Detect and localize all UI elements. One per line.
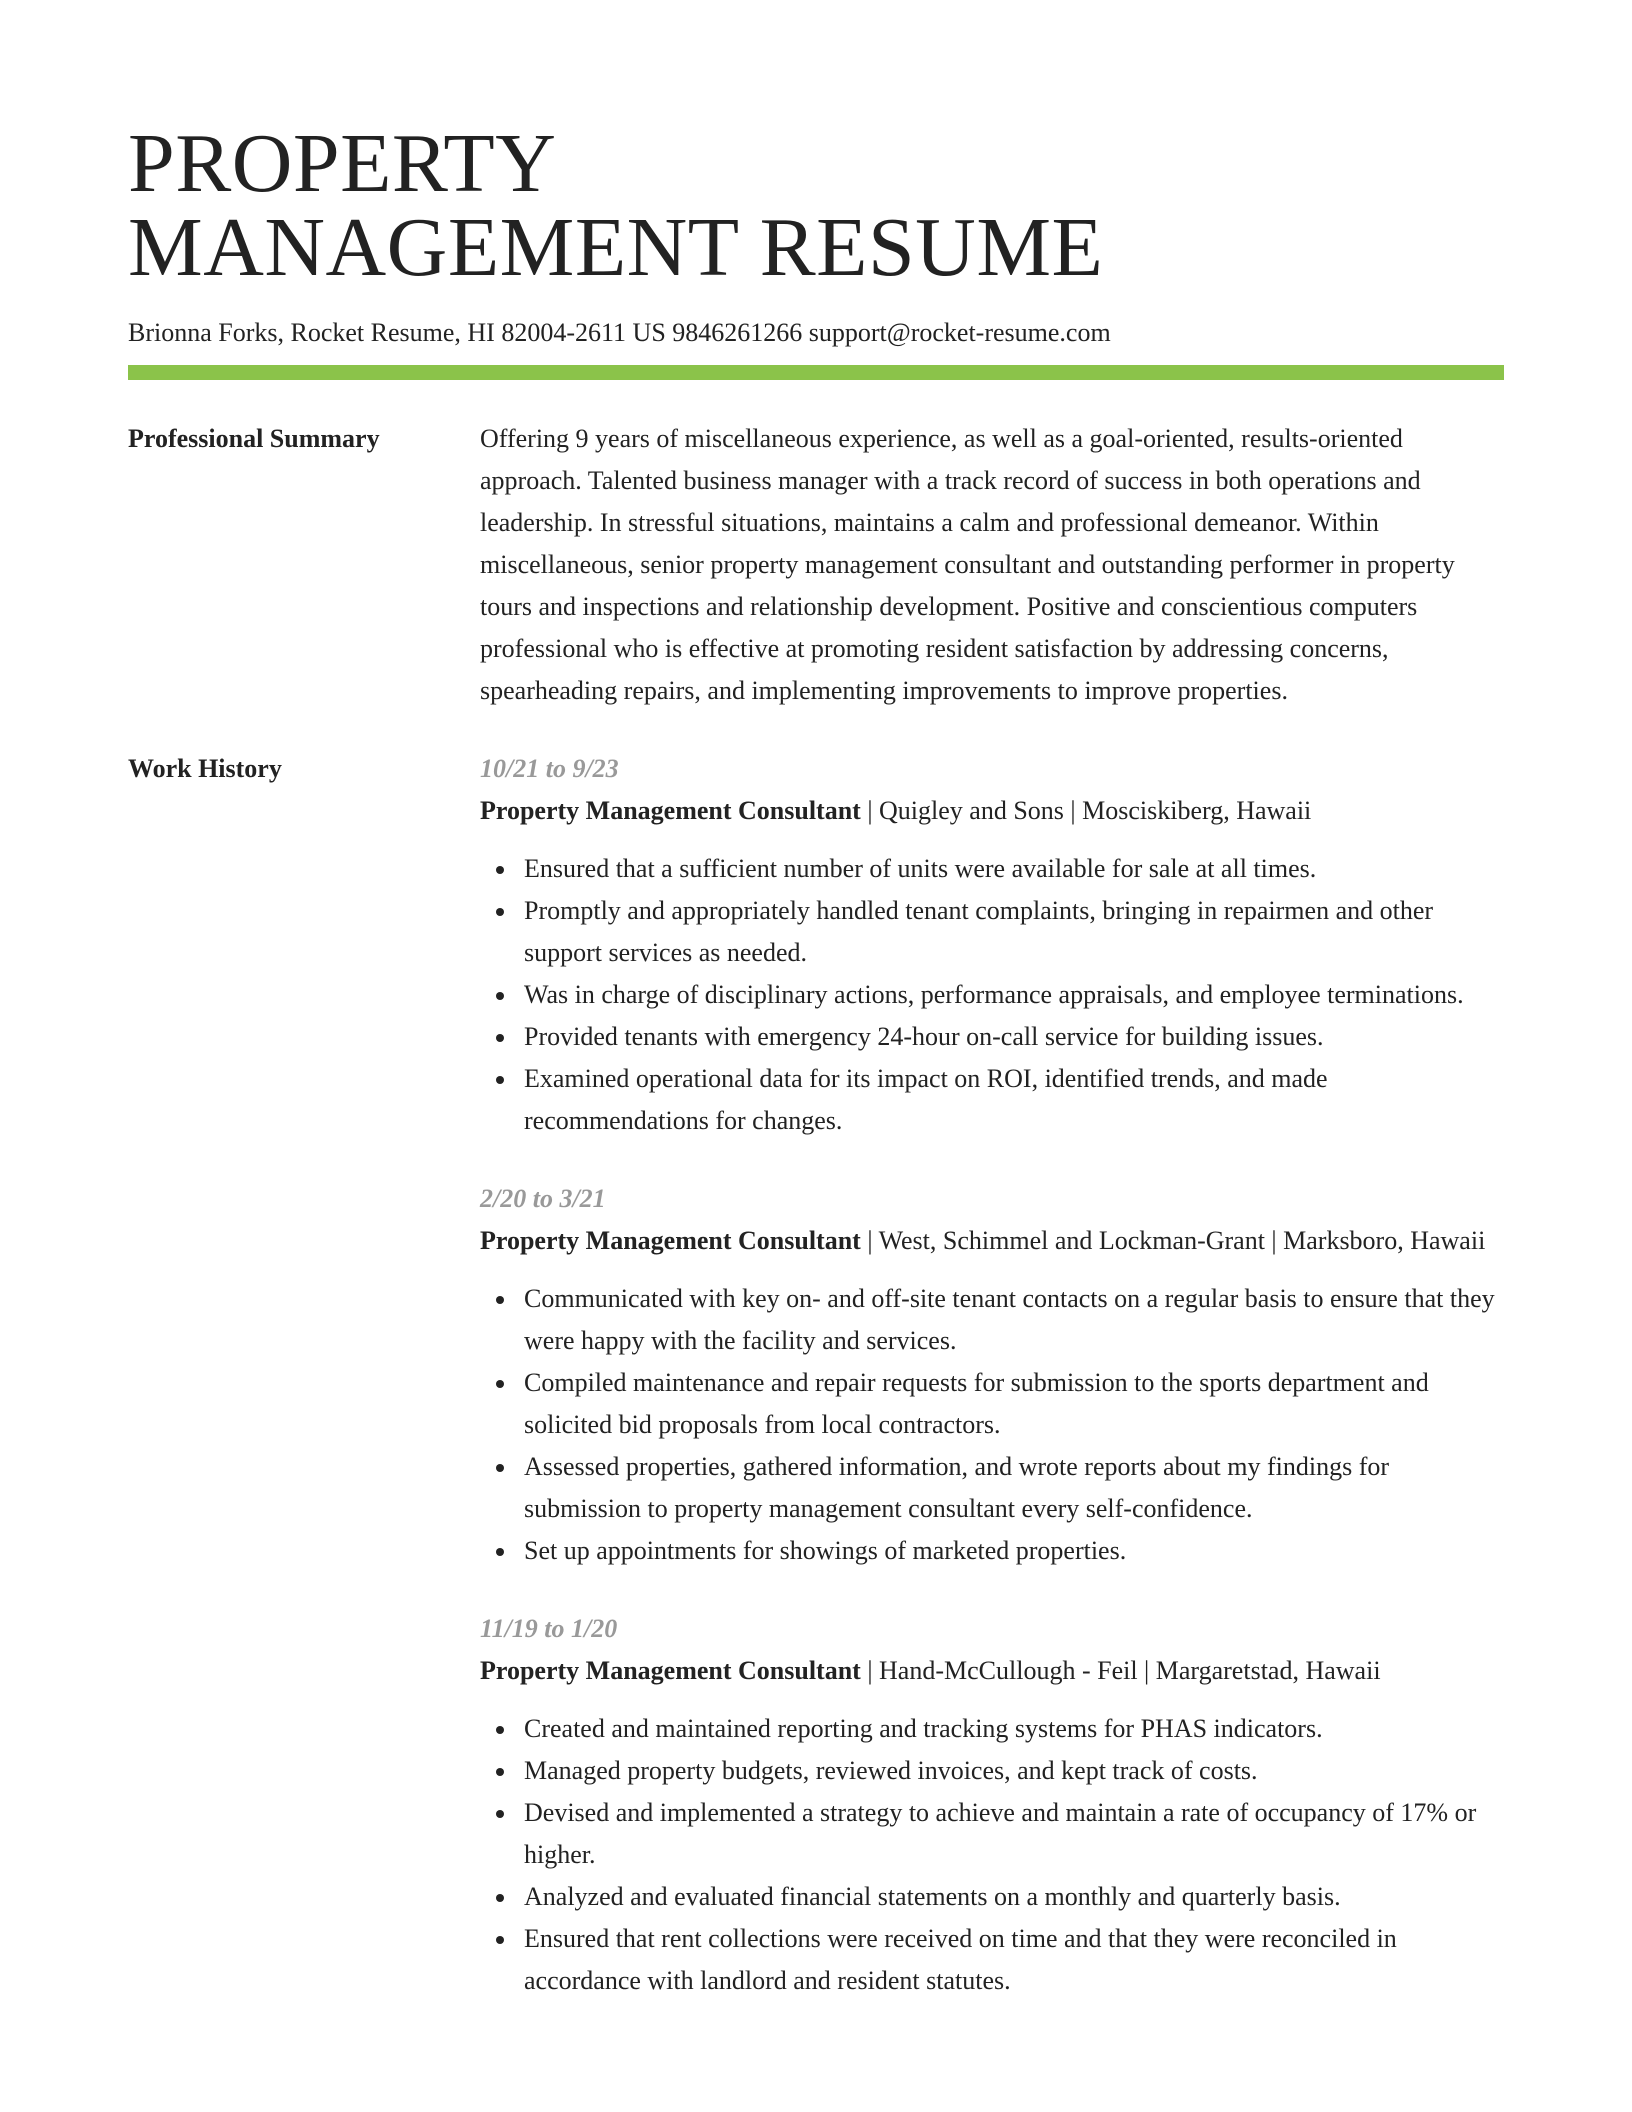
job-dates: 11/19 to 1/20 <box>480 1614 618 1643</box>
list-item: Communicated with key on- and off-site tenant contacts on a regular basis to ensure that they were happy with the facility and services. <box>524 1278 1504 1362</box>
list-item: Set up appointments for showings of marketed properties. <box>524 1530 1504 1572</box>
list-item: Ensured that a sufficient number of units were available for sale at all times. <box>524 848 1504 890</box>
list-item: Examined operational data for its impact on ROI, identified trends, and made recommendations for changes. <box>524 1058 1504 1142</box>
job-bullets <box>480 848 1504 1142</box>
contact-info: Brionna Forks, Rocket Resume, HI 82004-2611 US 9846261266 support@rocket-resume.com <box>128 318 1111 347</box>
list-item: Managed property budgets, reviewed invoices, and kept track of costs. <box>524 1750 1504 1792</box>
list-item: Promptly and appropriately handled tenant complaints, bringing in repairmen and other support services as needed. <box>524 890 1504 974</box>
job-heading <box>480 790 1504 832</box>
list-item: Compiled maintenance and repair requests for submission to the sports department and solicited bid proposals from local contractors. <box>524 1362 1504 1446</box>
header-divider <box>128 365 1504 380</box>
list-item: Ensured that rent collections were received on time and that they were reconciled in accordance with landlord and resident statutes. <box>524 1918 1504 2002</box>
resume-title-line1: PROPERTY <box>128 117 557 210</box>
list-item: Provided tenants with emergency 24-hour on-call service for building issues. <box>524 1016 1504 1058</box>
job-details: | Hand-McCullough - Feil | Margaretstad, Hawaii <box>860 1656 1381 1685</box>
job-title: Property Management Consultant <box>480 1226 861 1255</box>
job-dates: 10/21 to 9/23 <box>480 754 619 783</box>
summary-text: Offering 9 years of miscellaneous experience, as well as a goal-oriented, results-oriented approach. Talented business manager with a track record of success in both operations and leadership. In stressful situations, maintains a calm and professional demeanor. Within miscellaneous, senior property management consultant and outstanding performer in property tours and inspections and relationship development. Positive and conscientious computers professional who is effective at promoting resident satisfaction by addressing concerns, spearheading repairs, and implementing improvements to improve properties. <box>480 424 1455 705</box>
list-item: Devised and implemented a strategy to achieve and maintain a rate of occupancy of 17% or higher. <box>524 1792 1504 1876</box>
job-entry <box>480 748 1504 1142</box>
job-heading <box>480 1650 1504 1692</box>
section-label-summary: Professional Summary <box>128 424 380 453</box>
job-bullets <box>480 1708 1504 2002</box>
job-dates: 2/20 to 3/21 <box>480 1184 606 1213</box>
resume-page <box>128 117 1504 2002</box>
resume-title <box>128 117 1504 294</box>
job-heading <box>480 1220 1504 1262</box>
job-entry <box>480 1608 1504 2002</box>
list-item: Created and maintained reporting and tracking systems for PHAS indicators. <box>524 1708 1504 1750</box>
job-title: Property Management Consultant <box>480 796 861 825</box>
resume-title-line2: MANAGEMENT RESUME <box>128 201 1104 294</box>
list-item: Was in charge of disciplinary actions, performance appraisals, and employee terminations. <box>524 974 1504 1016</box>
work-history-section <box>128 748 1504 2002</box>
job-title: Property Management Consultant <box>480 1656 861 1685</box>
job-entry <box>480 1178 1504 1572</box>
list-item: Analyzed and evaluated financial statements on a monthly and quarterly basis. <box>524 1876 1504 1918</box>
job-bullets <box>480 1278 1504 1572</box>
job-details: | Quigley and Sons | Mosciskiberg, Hawaii <box>860 796 1312 825</box>
list-item: Assessed properties, gathered information, and wrote reports about my findings for submission to property management consultant every self-confidence. <box>524 1446 1504 1530</box>
section-label-work-history: Work History <box>128 754 282 783</box>
professional-summary-section <box>128 418 1504 712</box>
job-details: | West, Schimmel and Lockman-Grant | Marksboro, Hawaii <box>860 1226 1486 1255</box>
